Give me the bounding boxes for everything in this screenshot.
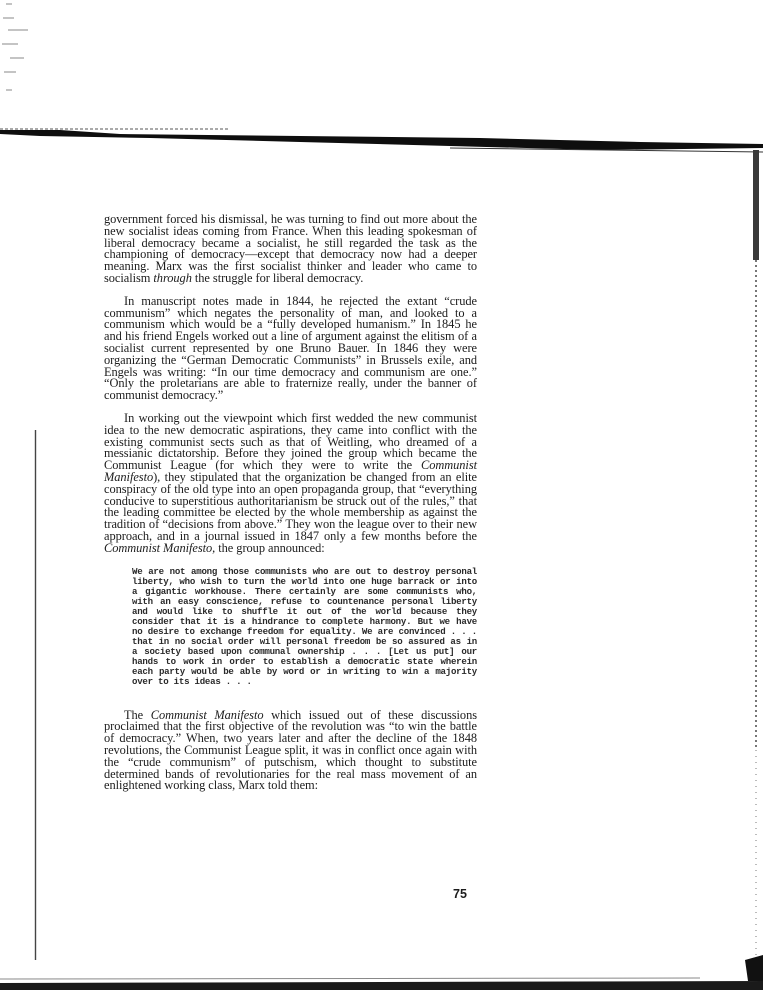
italic-text: Communist Manifesto [150, 707, 264, 722]
text-run: the group announced: [215, 540, 325, 555]
text-run: government forced his dismissal, he was turning to find out more about the new socialist ideas coming from France. When this leading spokesman of liberal democracy became a socialist, he still regarded the task as the championing of democracy—except that democracy now had a deeper meaning. Marx was the first socialist thinker and leader who came to socialism [104, 212, 477, 285]
italic-text: Communist Manifesto, [104, 540, 216, 555]
paragraph-3 [104, 410, 477, 555]
text-run: In manuscript notes made in 1844, he rejected the extant “crude communism” which negates the personality of man, and looked to a communism which would be a “fully developed humanism.” In 1845 he and his friend Engels worked out a line of argument against the elitism of a socialist current represented by one Bruno Bauer. In 1846 they were organizing the “German Democratic Communists” in Brussels exile, and Engels was writing: “In our time democracy and communism are one.” “Only the proletarians are able to fraternize really, under the banner of communist democracy.” [104, 293, 477, 403]
paragraph-4 [104, 707, 477, 793]
text-run: In working out the viewpoint which first wedded the new communist idea to the new democratic aspirations, they came into conflict with the existing communist sects such as that of Weitling, who dreamed of a messianic dictatorship. Before they joined the group which became the Communist League (for which they were to write the [104, 410, 477, 473]
page-number: 75 [453, 887, 467, 901]
block-quote: We are not among those communists who are out to destroy personal liberty, who wish to turn the world into one huge barrack or into a gigantic workhouse. There certainly are some communists who, with an easy conscience, refuse to countenance personal liberty and would like to shuffle it out of the world because they consider that it is a hindrance to complete harmony. But we have no desire to exchange freedom for equality. We are convinced . . . that in no social order will personal freedom be so assured as in a society based upon communal ownership . . . [Let us put] our hands to work in order to establish a democratic state wherein each party would be able by word or in writing to win a majority over to its ideas . . . [132, 565, 477, 687]
scan-left-edge [0, 0, 40, 120]
page-body [104, 214, 477, 792]
italic-text: Communist Manifesto [104, 458, 477, 484]
text-run: The [124, 707, 151, 722]
paragraph-1 [104, 214, 477, 285]
scan-left-rule [34, 430, 37, 960]
text-run: which issued out of these discussions proclaimed that the first objective of the revolution was “to win the battle of democracy.” When, two years later and after the decline of the 1848 revolutions, the Communist League split, it was in conflict once again with the “crude communism” of putschism, which thought to substitute determined bands of revolutionaries for the real mass movement of an enlightened working class, Marx told them: [104, 707, 477, 793]
scan-top-band [0, 128, 763, 162]
text-run: ), they stipulated that the organization be changed from an elite conspiracy of the old type into an open propaganda group, that “everything conducive to superstitious authoritarianism be struck out of the rules,” that the leading committee be elected by the whole membership as against the tradition of “decisions from above.” They won the league over to their new approach, and in a journal issued in 1847 only a few months before the [104, 469, 477, 543]
italic-text: through [153, 270, 192, 285]
scan-bottom-edge [0, 955, 763, 990]
scan-right-edge [741, 150, 763, 990]
text-run: the struggle for liberal democracy. [191, 270, 364, 285]
paragraph-2 [104, 293, 477, 403]
